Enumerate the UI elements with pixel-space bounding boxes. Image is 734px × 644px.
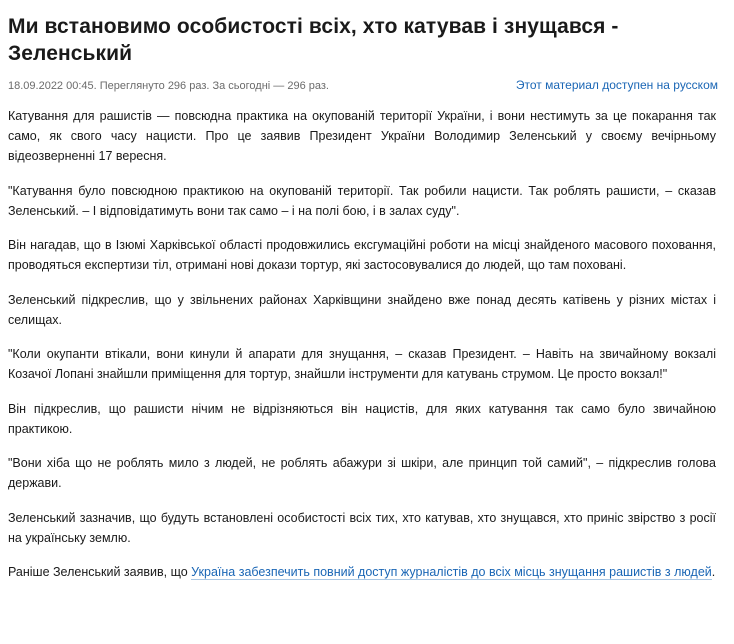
article-paragraph: Катування для рашистів — повсюдна практика на окупованій території України, і вони нестимуть за це покарання так само, як свого часу нацисти. Про це заявив Президент України Володимир Зеленський у своєму вечірньому відеозверненні 17 вересня. <box>8 108 716 164</box>
article-meta-row <box>8 78 724 92</box>
page-title: Ми встановимо особистості всіх, хто катував і знущався - Зеленський <box>8 15 619 65</box>
article-body <box>8 106 724 583</box>
article-paragraph: "Вони хіба що не роблять мило з людей, не роблять абажури зі шкіри, але принцип той самий", – підкреслив голова держави. <box>8 456 716 491</box>
article-paragraph: "Катування було повсюдною практикою на окупованій території. Так робили нацисти. Так роблять рашисти, – сказав Зеленський. – І відповідатимуть вони так само – і на полі бою, і в залах суду". <box>8 183 716 218</box>
article-paragraph: "Коли окупанти втікали, вони кинули й апарати для знущання, – сказав Президент. – Навіть на звичайному вокзалі Козачої Лопані знайшли приміщення для тортур, знайшли інструменти для катувань струмом. Це просто вокзал!" <box>8 347 716 382</box>
related-lead-text: Раніше Зеленський заявив, що <box>8 565 192 579</box>
article-paragraph: Зеленський зазначив, що будуть встановлені особистості всіх тих, хто катував, хто знущався, хто приніс звірство з росії на українську землю. <box>8 510 716 545</box>
article-paragraph: Він підкреслив, що рашисти нічим не відрізняються він нацистів, для яких катування так само було звичайною практикою. <box>8 401 716 436</box>
related-article-link[interactable]: Україна забезпечить повний доступ журналістів до всіх місць знущання рашистів з людей <box>191 565 712 579</box>
related-tail-text: . <box>711 565 716 579</box>
publish-info: 18.09.2022 00:45. Переглянуто 296 раз. За сьогодні — 296 раз. <box>8 79 329 92</box>
article-paragraph-with-link <box>8 562 724 582</box>
article-paragraph: Він нагадав, що в Ізюмі Харківської області продовжились ексгумаційні роботи на місці знайденого масового поховання, проводяться експертизи тіл, отримані нові докази тортур, які застосовувалися до людей, що там поховані. <box>8 238 716 273</box>
article-paragraph: Зеленський підкреслив, що у звільнених районах Харківщини знайдено вже понад десять катівень у різних містах і селищах. <box>8 292 716 327</box>
russian-version-link[interactable]: Этот материал доступен на русском <box>515 77 718 92</box>
